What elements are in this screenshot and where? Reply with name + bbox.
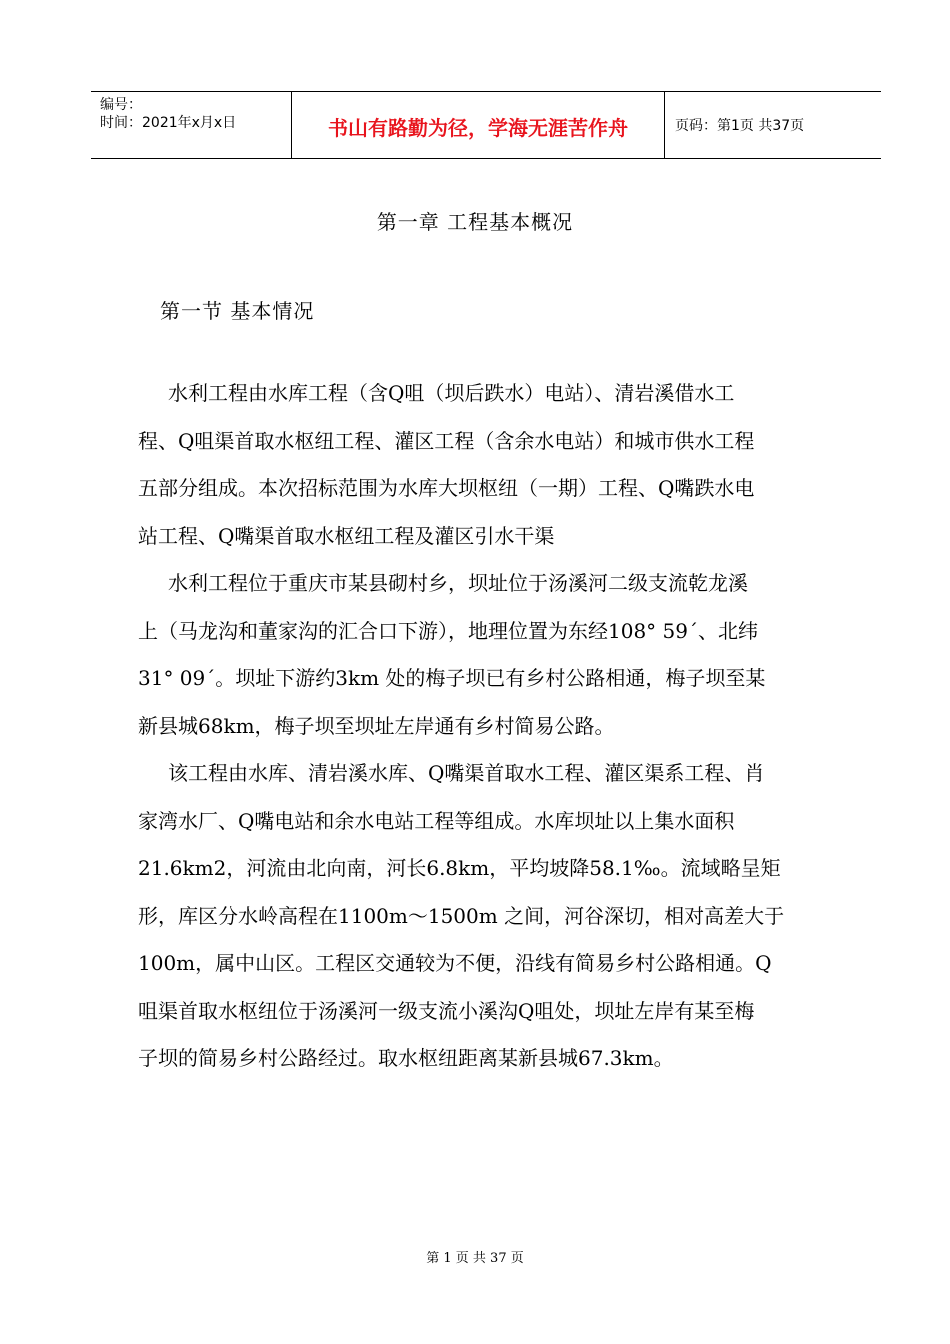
- paragraph-line: 新县城68km，梅子坝至坝址左岸通有乡村简易公路。: [138, 713, 615, 738]
- header-meta-cell: [91, 92, 292, 158]
- document-body: [138, 370, 838, 1083]
- paragraph-3: [138, 750, 838, 1083]
- paragraph-2: [138, 560, 838, 750]
- paragraph-line: 上（马龙沟和董家沟的汇合口下游），地理位置为东经108° 59´、北纬: [138, 618, 758, 643]
- paragraph-line: 水利工程位于重庆市某县砌村乡，坝址位于汤溪河二级支流乾龙溪: [168, 571, 748, 595]
- header-motto: 书山有路勤为径，学海无涯苦作舟: [292, 92, 665, 158]
- time-label: 时间：2021年x月x日: [100, 115, 237, 131]
- paragraph-line: 家湾水厂、Q嘴电站和余水电站工程等组成。水库坝址以上集水面积: [138, 808, 735, 833]
- paragraph-line: 程、Q咀渠首取水枢纽工程、灌区工程（含余水电站）和城市供水工程: [138, 428, 755, 453]
- paragraph-line: 五部分组成。本次招标范围为水库大坝枢纽（一期）工程、Q嘴跌水电: [138, 476, 755, 500]
- section-title: 第一节 基本情况: [160, 299, 315, 323]
- chapter-title: 第一章 工程基本概况: [376, 210, 574, 234]
- document-header: [91, 91, 881, 159]
- page-footer: 第 1 页 共 37 页: [426, 1251, 524, 1266]
- number-label: 编号：: [100, 97, 142, 113]
- paragraph-line: 形，库区分水岭高程在1100m～1500m 之间，河谷深切，相对高差大于: [138, 903, 785, 928]
- paragraph-line: 站工程、Q嘴渠首取水枢纽工程及灌区引水干渠: [138, 523, 555, 548]
- paragraph-line: 咀渠首取水枢纽位于汤溪河一级支流小溪沟Q咀处，坝址左岸有某至梅: [138, 998, 755, 1023]
- paragraph-line: 子坝的简易乡村公路经过。取水枢纽距离某新县城67.3km。: [138, 1046, 674, 1070]
- header-page-info: 页码：第1页 共37页: [675, 118, 805, 134]
- paragraph-1: [138, 370, 838, 560]
- paragraph-line: 31° 09´。坝址下游约3km 处的梅子坝已有乡村公路相通，梅子坝至某: [138, 666, 766, 690]
- paragraph-line: 21.6km2，河流由北向南，河长6.8km，平均坡降58.1‰。流域略呈矩: [138, 856, 781, 880]
- paragraph-line: 100m，属中山区。工程区交通较为不便，沿线有简易乡村公路相通。Q: [138, 951, 772, 975]
- paragraph-line: 该工程由水库、清岩溪水库、Q嘴渠首取水工程、灌区渠系工程、肖: [168, 761, 765, 785]
- paragraph-line: 水利工程由水库工程（含Q咀（坝后跌水）电站）、清岩溪借水工: [168, 381, 735, 405]
